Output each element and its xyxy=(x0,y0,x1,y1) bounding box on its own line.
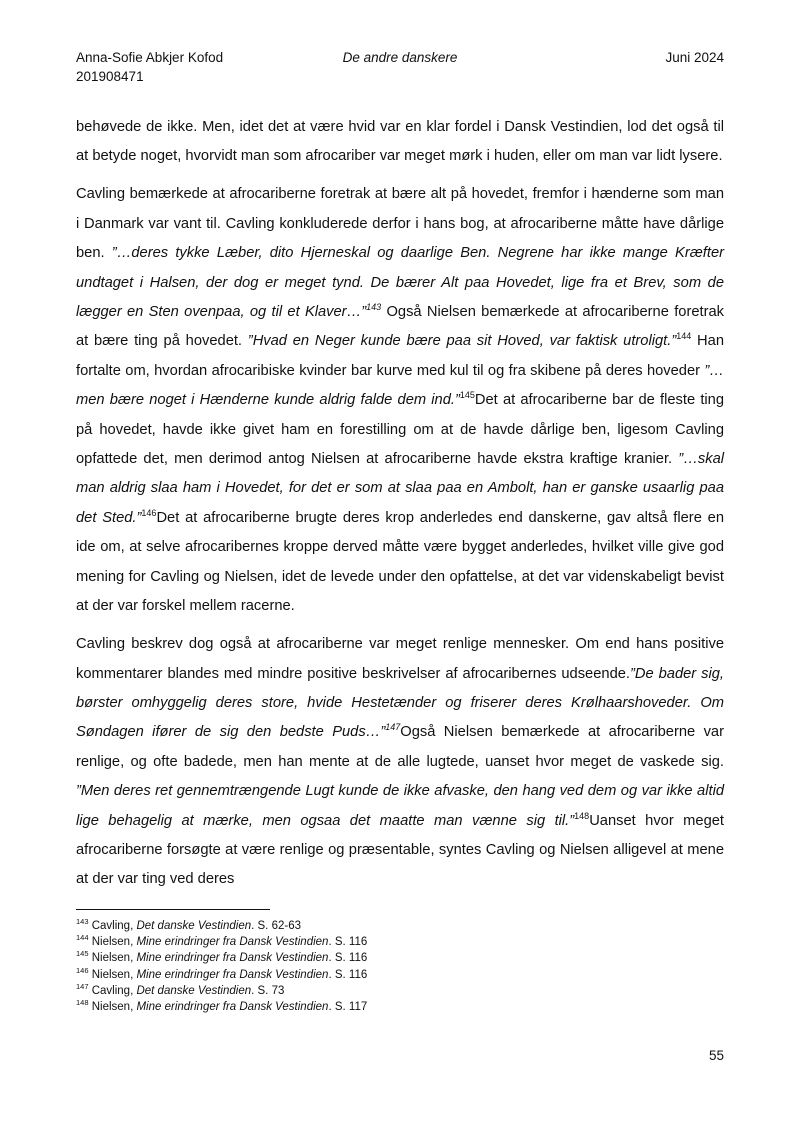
footnote-ref: 143 xyxy=(366,302,382,313)
page-number: 55 xyxy=(708,1048,724,1063)
footnote: $^{147}$ Cavling, Det danske Vestindien. S. 73 xyxy=(76,981,285,997)
text: Det at afrocariberne bar de fleste ting på hovedet, havde ikke givet ham en forestilling om at de havde dårlige ben, ligesom Cavling opfattede det, men derimod antog Nielsen at afrocariberne havde ekstra kraftige kranier. xyxy=(76,392,725,468)
paragraph-1 xyxy=(76,113,724,172)
footnote-ref: 146 xyxy=(141,507,157,518)
quote: ”…deres tykke Læber, dito Hjerneskal og daarlige Ben. Negrene har ikke mange Kræfter undtaget i Halsen, der dog er meget tynd. De bærer Alt paa Hovedet, lige fra et Brev, som de lægger en Sten ovenpaa, og til et Klaver…” xyxy=(76,245,725,321)
text: Også Nielsen bemærkede at afrocariberne var renlige, og ofte badede, men han mente at de alle lugtede, uanset hvor meget de vaskede sig. xyxy=(76,724,724,770)
quote: ”Hvad en Neger kunde bære paa sit Hoved, var faktisk utroligt.” xyxy=(247,333,677,350)
footnote-ref: 148 xyxy=(574,810,590,821)
header-student-id: 201908471 xyxy=(76,69,144,84)
footnote: $^{143}$ Cavling, Det danske Vestindien. S. 62-63 xyxy=(76,917,301,932)
quote: ”De bader sig, børster omhyggelig deres store, hvide Hestetænder og friserer deres Krølhaarshoveder. Om Søndagen ifører de sig den bedste Puds…” xyxy=(76,665,725,741)
footnote-ref: 147 xyxy=(385,722,401,733)
footnote-ref: 144 xyxy=(676,331,692,342)
paragraph-3 xyxy=(76,630,724,895)
main-text xyxy=(76,113,724,903)
footnote-ref: 145 xyxy=(459,390,475,401)
text: behøvede de ikke. Men, idet det at være hvid var en klar fordel i Dansk Vestindien, lod det også til at betyde noget, hvorvidt man som afrocariber var meget mørk i huden, eller om man var lidt lysere. xyxy=(76,119,724,165)
footnotes xyxy=(76,918,724,1015)
quote: ”Men deres ret gennemtrængende Lugt kunde de ikke afvaske, den hang ved dem og var ikke altid lige behagelig at mærke, men ogsaa det maatte man vænne sig til.” xyxy=(76,783,724,829)
header-author: Anna-Sofie Abkjer Kofod xyxy=(76,50,224,65)
text: Cavling bemærkede at afrocariberne foretrak at bære alt på hovedet, fremfor i hænderne som man i Danmark var vant til. Cavling konkluderede derfor i hans bog, at afrocariberne måtte have dårlige ben. xyxy=(76,186,724,262)
header-date: Juni 2024 xyxy=(665,50,724,65)
quote: ”… men bære noget i Hænderne kunde aldrig falde dem ind.” xyxy=(76,362,724,409)
footnote: $^{145}$ Nielsen, Mine erindringer fra Dansk Vestindien. S. 116 xyxy=(76,949,368,965)
footnote-separator xyxy=(76,909,270,910)
text: Cavling beskrev dog også at afrocariberne var meget renlige mennesker. Om end hans positive kommentarer blandes med mindre positive beskrivelser af afrocaribernes udseende. xyxy=(76,636,724,682)
quote: ”…skal man aldrig slaa ham i Hovedet, for det er som at slaa paa en Ambolt, han er ganske usaarlig paa det Sted.” xyxy=(76,451,724,526)
text: Det at afrocariberne brugte deres krop anderledes end danskerne, gav altså flere en ide om, at selve afrocaribernes kroppe derved måtte være bygget anderledes, hvilket ville give god mening for Cavling og Nielsen, idet de levede under den opfattelse, at det var videnskabeligt bevist at der var forskel mellem racerne. xyxy=(76,509,724,615)
paragraph-2 xyxy=(76,180,724,621)
footnote: $^{146}$ Nielsen, Mine erindringer fra Dansk Vestindien. S. 116 xyxy=(76,965,368,981)
footnote: $^{144}$ Nielsen, Mine erindringer fra Dansk Vestindien. S. 116 xyxy=(76,933,368,949)
header-title: De andre danskere xyxy=(342,50,458,65)
footnote: $^{148}$ Nielsen, Mine erindringer fra Dansk Vestindien. S. 117 xyxy=(76,998,368,1014)
text: Uanset hvor meget afrocariberne forsøgte at være renlige og præsentable, syntes Cavling og Nielsen alligevel at mene at der var ting ved deres xyxy=(76,812,724,888)
text: Også Nielsen bemærkede at afrocariberne foretrak at bære ting på hovedet. xyxy=(76,304,724,350)
text: Han fortalte om, hvordan afrocaribiske kvinder bar kurve med kul til og fra skibene på deres hoveder xyxy=(76,333,724,379)
